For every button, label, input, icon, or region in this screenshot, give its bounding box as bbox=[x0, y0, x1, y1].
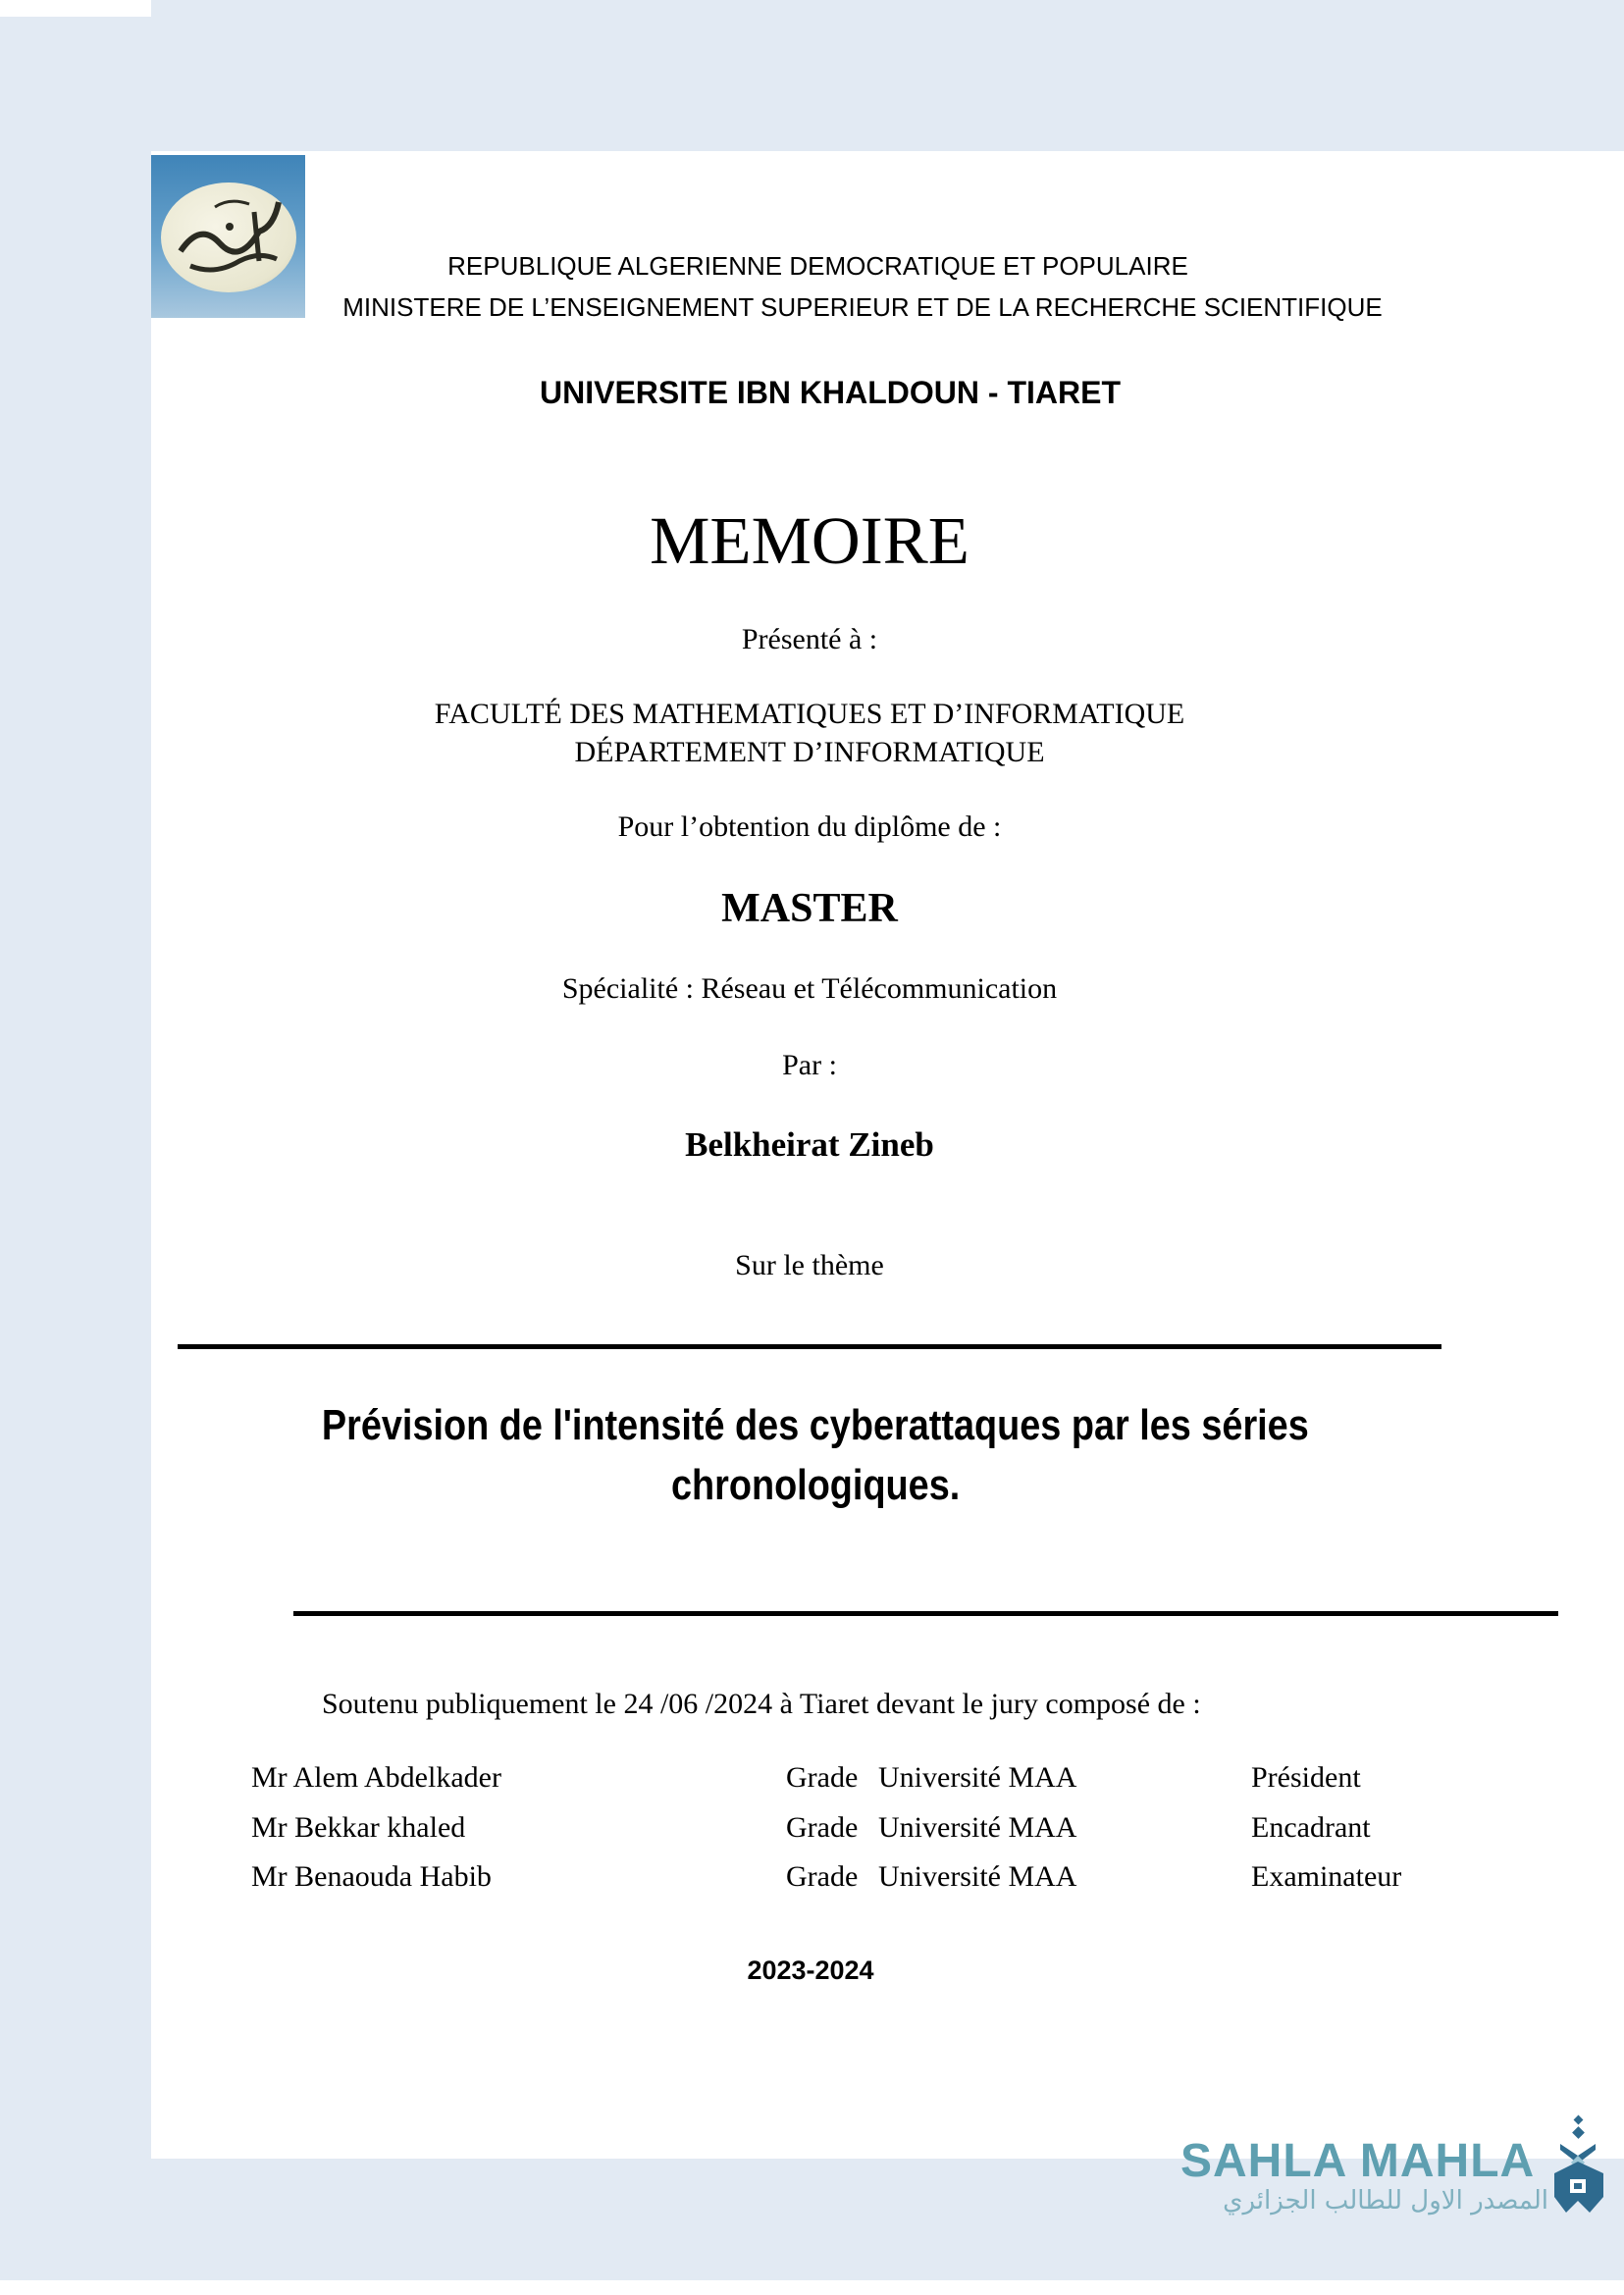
corner-white-box bbox=[0, 0, 151, 17]
jury-role: Encadrant bbox=[1251, 1811, 1371, 1844]
jury-institution: Université MAA bbox=[878, 1811, 1077, 1844]
jury-role: Examinateur bbox=[1251, 1860, 1402, 1893]
jury-grade: Grade bbox=[786, 1761, 859, 1794]
jury-name: Mr Alem Abdelkader bbox=[251, 1761, 501, 1794]
defense-statement: Soutenu publiquement le 24 /06 /2024 à Tiaret devant le jury composé de : bbox=[322, 1688, 1201, 1720]
degree-name: MASTER bbox=[721, 886, 898, 931]
thesis-title-line-2-text: chronologiques. bbox=[670, 1461, 961, 1509]
document-type: MEMOIRE bbox=[650, 503, 969, 578]
presented-to: Présenté à : bbox=[741, 623, 878, 655]
author-name: Belkheirat Zineb bbox=[685, 1125, 934, 1164]
university-seal-icon bbox=[151, 155, 305, 318]
by-label: Par : bbox=[782, 1049, 837, 1081]
jury-role: Président bbox=[1251, 1761, 1361, 1794]
faculty-name: FACULTÉ DES MATHEMATIQUES ET D’INFORMATIQUE bbox=[434, 698, 1185, 730]
calligraphy-icon bbox=[161, 183, 296, 292]
ministry-heading: MINISTERE DE L’ENSEIGNEMENT SUPERIEUR ET DE LA RECHERCHE SCIENTIFIQUE bbox=[342, 292, 1383, 322]
title-bottom-rule bbox=[293, 1611, 1558, 1616]
jury-grade: Grade bbox=[786, 1811, 859, 1844]
sahla-mahla-emblem-icon bbox=[1550, 2114, 1607, 2220]
republic-heading: REPUBLIQUE ALGERIENNE DEMOCRATIQUE ET POPULAIRE bbox=[447, 251, 1188, 281]
degree-intro: Pour l’obtention du diplôme de : bbox=[617, 810, 1002, 843]
jury-name: Mr Bekkar khaled bbox=[251, 1811, 466, 1844]
top-band bbox=[151, 0, 1624, 151]
seal-emblem bbox=[161, 183, 296, 292]
jury-institution: Université MAA bbox=[878, 1860, 1077, 1893]
university-name: UNIVERSITE IBN KHALDOUN - TIARET bbox=[540, 375, 1121, 410]
academic-year: 2023-2024 bbox=[747, 1956, 874, 1985]
watermark-brand: SAHLA MAHLA bbox=[1180, 2135, 1536, 2187]
jury-institution: Université MAA bbox=[878, 1761, 1077, 1794]
specialty: Spécialité : Réseau et Télécommunication bbox=[561, 972, 1058, 1005]
jury-grade: Grade bbox=[786, 1860, 859, 1893]
thesis-title-line-1 bbox=[178, 1401, 1453, 1450]
thesis-title-line-1-text: Prévision de l'intensité des cyberattaques par les séries bbox=[322, 1401, 1309, 1449]
department-name: DÉPARTEMENT D’INFORMATIQUE bbox=[574, 736, 1045, 768]
jury-name: Mr Benaouda Habib bbox=[251, 1860, 492, 1893]
thesis-title-line-2 bbox=[178, 1461, 1453, 1510]
theme-intro: Sur le thème bbox=[735, 1249, 884, 1281]
left-band bbox=[0, 0, 151, 2280]
watermark-tagline: المصدر الاول للطالب الجزائري bbox=[1223, 2186, 1548, 2216]
title-top-rule bbox=[178, 1344, 1441, 1349]
